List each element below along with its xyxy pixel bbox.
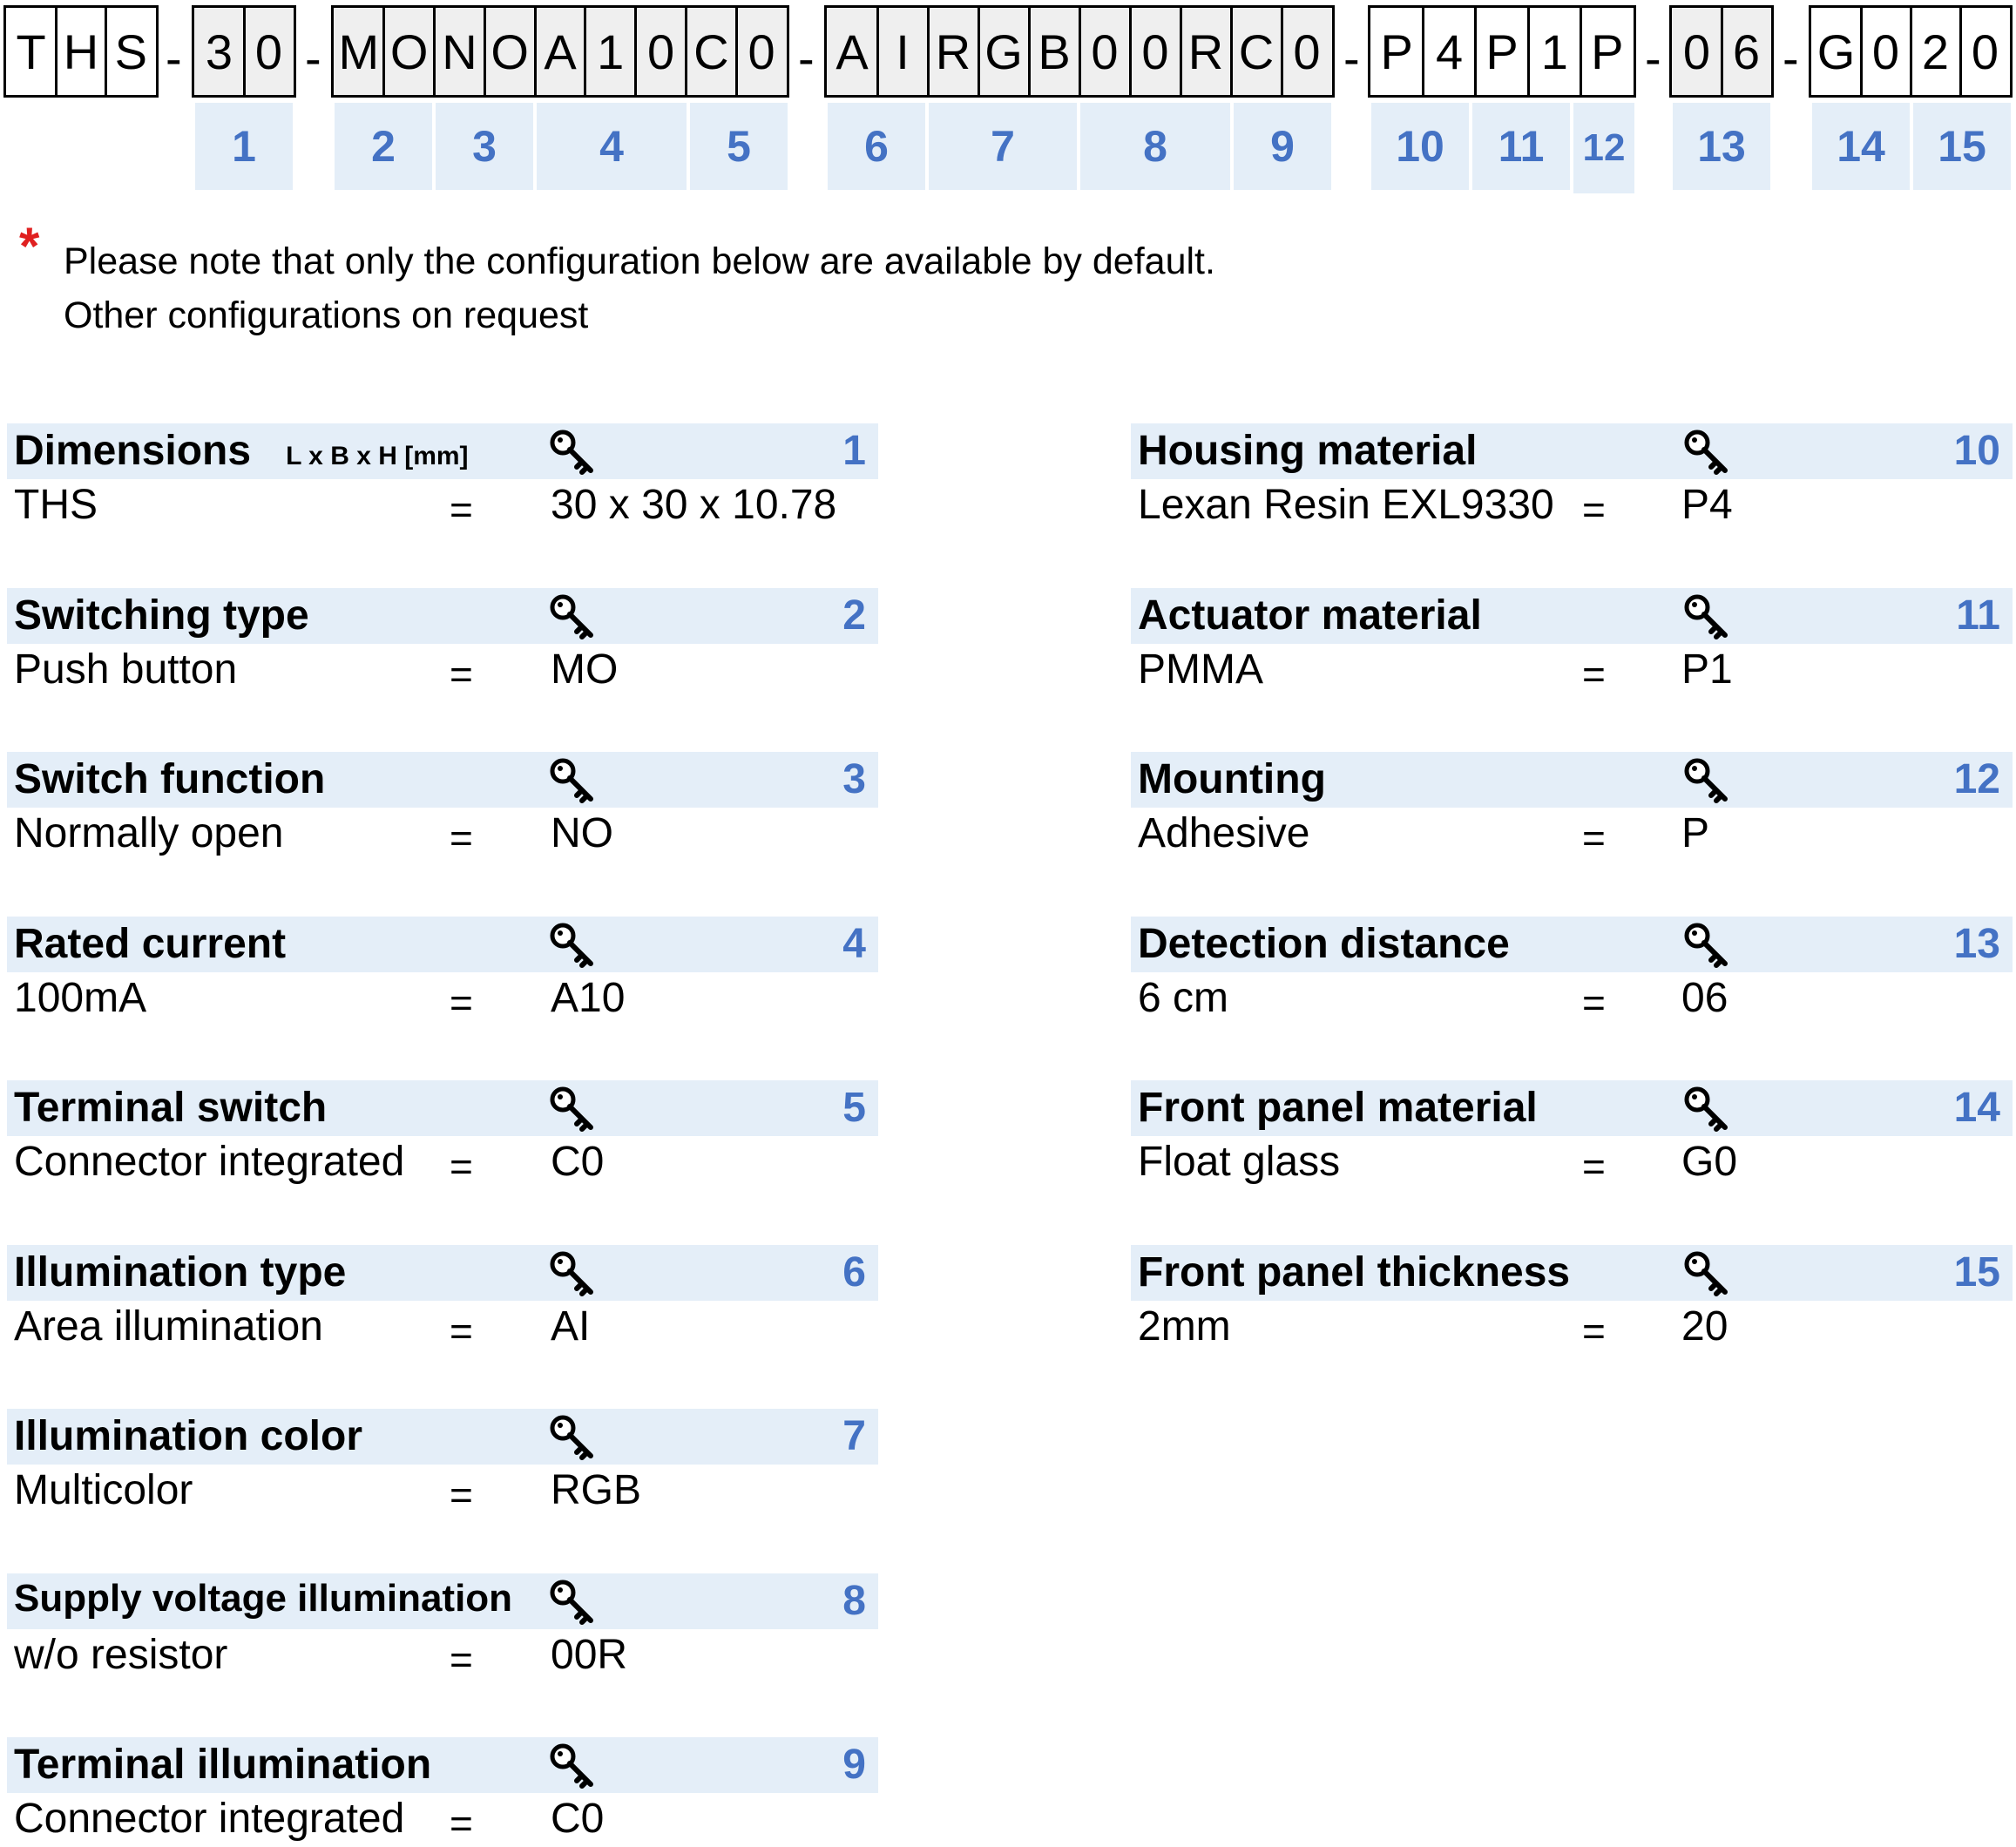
option-equals: = <box>1582 815 1606 861</box>
option-label: Float glass <box>1138 1139 1341 1185</box>
code-number-4: 4 <box>537 103 687 190</box>
option-label: Push button <box>14 646 238 693</box>
code-char: I <box>896 24 910 79</box>
option-code: A10 <box>551 974 626 1021</box>
key-magnifier-icon <box>547 755 596 804</box>
option-equals: = <box>450 1801 473 1846</box>
code-char: N <box>442 24 477 79</box>
code-group-ths <box>3 5 159 98</box>
option-equals: = <box>1582 1144 1606 1189</box>
key-magnifier-icon <box>547 1412 596 1461</box>
code-separator: - <box>305 30 321 85</box>
code-char: 0 <box>254 24 283 79</box>
code-char: 0 <box>1293 24 1321 79</box>
option-label: Connector integrated <box>14 1796 405 1842</box>
code-cell-divider <box>1230 8 1233 95</box>
section-header-4 <box>7 917 878 972</box>
option-code: NO <box>551 810 613 856</box>
section-header-5 <box>7 1080 878 1136</box>
section-header-7 <box>7 1409 878 1465</box>
code-char: C <box>693 24 729 79</box>
section-title <box>1138 755 1326 803</box>
section-number: 14 <box>1953 1085 2000 1131</box>
code-number-15: 15 <box>1913 103 2011 190</box>
section-title <box>1138 592 1482 639</box>
section-title-text: Illumination type <box>14 1248 347 1296</box>
code-number-5: 5 <box>690 103 788 190</box>
option-code: P1 <box>1681 646 1733 693</box>
option-code: P <box>1681 810 1710 856</box>
code-cell-divider <box>1721 8 1723 95</box>
code-group-front-panel <box>1809 5 2013 98</box>
code-char: 3 <box>205 24 233 79</box>
code-char: 0 <box>646 24 675 79</box>
option-equals: = <box>1582 1308 1606 1354</box>
code-cell-divider <box>433 8 436 95</box>
key-magnifier-icon <box>547 592 596 640</box>
section-number: 1 <box>842 428 866 474</box>
code-cell-divider <box>634 8 637 95</box>
code-char: R <box>1187 24 1224 79</box>
code-number-8: 8 <box>1080 103 1230 190</box>
section-title-text: Dimensions <box>14 428 252 474</box>
code-char: C <box>1238 24 1275 79</box>
option-code: AI <box>551 1302 591 1350</box>
section-number: 3 <box>842 756 866 802</box>
key-magnifier-icon <box>1681 592 1730 640</box>
section-number: 6 <box>842 1248 866 1296</box>
option-code: 06 <box>1681 974 1728 1021</box>
section-title-text: Actuator material <box>1138 592 1482 639</box>
option-equals: = <box>450 651 473 697</box>
key-magnifier-icon <box>1681 920 1730 969</box>
code-char: 2 <box>1921 24 1950 79</box>
code-cell-divider <box>55 8 58 95</box>
section-title <box>1138 1248 1570 1296</box>
option-equals: = <box>450 1308 473 1354</box>
section-number: 4 <box>842 920 866 967</box>
section-number: 7 <box>842 1413 866 1459</box>
code-char: B <box>1038 24 1071 79</box>
option-label: 100mA <box>14 974 147 1021</box>
code-cell-divider <box>584 8 586 95</box>
section-header-2 <box>7 588 878 644</box>
option-code: C0 <box>551 1796 605 1842</box>
code-cell-divider <box>1028 8 1031 95</box>
section-number: 15 <box>1953 1248 2000 1296</box>
code-number-3: 3 <box>436 103 533 190</box>
code-char: O <box>490 24 529 79</box>
code-char: 0 <box>1871 24 1900 79</box>
section-header-15 <box>1131 1245 2013 1301</box>
section-title <box>14 592 309 639</box>
code-cell-divider <box>685 8 687 95</box>
section-title-text: Switch function <box>14 756 326 802</box>
code-number-2: 2 <box>335 103 432 190</box>
option-code: 00R <box>551 1631 628 1678</box>
code-char: G <box>1816 24 1856 79</box>
code-separator: - <box>1343 30 1360 85</box>
note-line-2: Other configurations on request <box>64 294 589 336</box>
option-label: Adhesive <box>1138 810 1310 856</box>
section-header-13 <box>1131 917 2013 972</box>
code-char: A <box>835 24 869 79</box>
section-title <box>1138 920 1510 968</box>
option-label: 2mm <box>1138 1302 1231 1350</box>
section-title <box>14 755 325 803</box>
code-cell-divider <box>1527 8 1530 95</box>
code-number-9: 9 <box>1234 103 1331 190</box>
section-title-text: Front panel thickness <box>1138 1248 1571 1296</box>
key-magnifier-icon <box>547 427 596 476</box>
code-group-material <box>1368 5 1636 98</box>
option-label: 6 cm <box>1138 974 1229 1021</box>
section-title <box>14 427 469 475</box>
code-number-14: 14 <box>1812 103 1910 190</box>
code-cell-divider <box>1860 8 1863 95</box>
code-number-10: 10 <box>1371 103 1469 190</box>
option-equals: = <box>1582 487 1606 532</box>
section-header-11 <box>1131 588 2013 644</box>
section-title <box>1138 427 1477 475</box>
section-title <box>14 1577 512 1620</box>
code-number-12: 12 <box>1573 103 1634 193</box>
code-cell-divider <box>1180 8 1182 95</box>
code-cell-divider <box>484 8 486 95</box>
section-title <box>14 1084 327 1132</box>
option-equals: = <box>450 815 473 861</box>
section-title-text: Terminal switch <box>14 1085 328 1131</box>
section-title <box>14 1248 346 1296</box>
code-cell-divider <box>978 8 980 95</box>
section-title-text: Terminal illumination <box>14 1742 432 1788</box>
code-number-11: 11 <box>1472 103 1570 190</box>
code-char: 4 <box>1436 24 1464 79</box>
section-header-9 <box>7 1737 878 1793</box>
option-equals: = <box>1582 979 1606 1025</box>
key-magnifier-icon <box>547 1577 596 1626</box>
code-char: M <box>338 24 380 79</box>
option-equals: = <box>1582 651 1606 697</box>
code-char: 0 <box>1091 24 1119 79</box>
option-label: w/o resistor <box>14 1631 228 1678</box>
key-magnifier-icon <box>547 1084 596 1133</box>
section-header-1 <box>7 423 878 479</box>
code-separator: - <box>798 30 815 85</box>
code-char: 6 <box>1732 24 1761 79</box>
option-label: Normally open <box>14 810 284 856</box>
code-number-13: 13 <box>1673 103 1770 190</box>
section-title-text: Front panel material <box>1138 1085 1538 1131</box>
code-separator: - <box>1783 30 1799 85</box>
section-title-text: Housing material <box>1138 428 1478 474</box>
section-header-12 <box>1131 752 2013 808</box>
key-magnifier-icon <box>547 1248 596 1297</box>
key-magnifier-icon <box>1681 427 1730 476</box>
section-number: 2 <box>842 592 866 639</box>
code-number-7: 7 <box>929 103 1077 190</box>
option-label: PMMA <box>1138 646 1263 693</box>
code-char: 0 <box>1971 24 1999 79</box>
code-number-1: 1 <box>195 103 293 190</box>
option-equals: = <box>450 979 473 1025</box>
option-code: 30 x 30 x 10.78 <box>551 482 837 528</box>
option-code: 20 <box>1681 1302 1728 1350</box>
code-char: P <box>1380 24 1413 79</box>
code-char: A <box>544 24 577 79</box>
code-cell-divider <box>1580 8 1582 95</box>
code-cell-divider <box>735 8 738 95</box>
section-number: 9 <box>842 1742 866 1788</box>
section-header-3 <box>7 752 878 808</box>
key-magnifier-icon <box>547 920 596 969</box>
option-code: P4 <box>1681 482 1733 528</box>
section-title-text: Switching type <box>14 592 309 639</box>
code-char: R <box>935 24 971 79</box>
code-cell-divider <box>1281 8 1283 95</box>
code-cell-divider <box>1474 8 1477 95</box>
code-cell-divider <box>1910 8 1912 95</box>
section-subtitle: L x B x H [mm] <box>286 442 469 470</box>
option-equals: = <box>450 1472 473 1518</box>
code-cell-divider <box>534 8 537 95</box>
code-char: T <box>16 24 46 79</box>
code-char: P <box>1591 24 1624 79</box>
code-char: S <box>114 24 147 79</box>
code-cell-divider <box>927 8 930 95</box>
code-group-illumination <box>824 5 1335 98</box>
code-cell-divider <box>105 8 107 95</box>
option-code: G0 <box>1681 1139 1738 1185</box>
section-title-text: Mounting <box>1138 756 1326 802</box>
code-char: 1 <box>597 24 625 79</box>
section-number: 13 <box>1953 920 2000 967</box>
note-line-1: Please note that only the configuration below are available by default. <box>64 240 1215 282</box>
note-asterisk: * <box>19 217 40 275</box>
code-cell-divider <box>1079 8 1081 95</box>
option-label: Connector integrated <box>14 1139 405 1185</box>
section-header-8 <box>7 1573 878 1629</box>
option-label: THS <box>14 482 98 528</box>
section-title-text: Detection distance <box>1138 920 1510 967</box>
code-number-6: 6 <box>828 103 925 190</box>
section-number: 11 <box>1956 592 2000 639</box>
option-label: Area illumination <box>14 1302 323 1350</box>
code-group-switch <box>331 5 789 98</box>
section-number: 5 <box>842 1085 866 1131</box>
code-cell-divider <box>1129 8 1132 95</box>
section-title <box>1138 1084 1538 1132</box>
code-cell-divider <box>876 8 879 95</box>
section-header-6 <box>7 1245 878 1301</box>
option-equals: = <box>450 1636 473 1682</box>
key-magnifier-icon <box>1681 755 1730 804</box>
code-separator: - <box>166 30 182 85</box>
code-group-distance <box>1669 5 1774 98</box>
section-title <box>14 1412 362 1460</box>
option-label: Lexan Resin EXL9330 <box>1138 482 1554 528</box>
section-number: 10 <box>1953 428 2000 474</box>
option-label: Multicolor <box>14 1467 193 1513</box>
code-char: 1 <box>1540 24 1568 79</box>
option-equals: = <box>450 1144 473 1189</box>
code-group-dimensions <box>192 5 296 98</box>
code-char: O <box>389 24 429 79</box>
section-title-text: Supply voltage illumination <box>14 1576 513 1620</box>
section-title <box>14 920 286 968</box>
key-magnifier-icon <box>1681 1248 1730 1297</box>
code-separator: - <box>1645 30 1661 85</box>
code-cell-divider <box>1959 8 1962 95</box>
code-cell-divider <box>382 8 385 95</box>
code-cell-divider <box>243 8 246 95</box>
section-header-14 <box>1131 1080 2013 1136</box>
section-title-text: Rated current <box>14 920 287 967</box>
code-char: 0 <box>1141 24 1169 79</box>
option-code: C0 <box>551 1139 605 1185</box>
section-header-10 <box>1131 423 2013 479</box>
code-char: H <box>63 24 99 79</box>
section-number: 12 <box>1953 756 2000 802</box>
code-char: 0 <box>748 24 775 79</box>
section-title <box>14 1741 431 1789</box>
option-equals: = <box>450 487 473 532</box>
section-number: 8 <box>842 1577 866 1624</box>
code-char: 0 <box>1682 24 1711 79</box>
option-code: RGB <box>551 1467 642 1513</box>
code-char: G <box>984 24 1023 79</box>
key-magnifier-icon <box>547 1741 596 1789</box>
code-cell-divider <box>1422 8 1424 95</box>
section-title-text: Illumination color <box>14 1413 363 1459</box>
option-code: MO <box>551 646 619 693</box>
key-magnifier-icon <box>1681 1084 1730 1133</box>
code-char: P <box>1485 24 1519 79</box>
